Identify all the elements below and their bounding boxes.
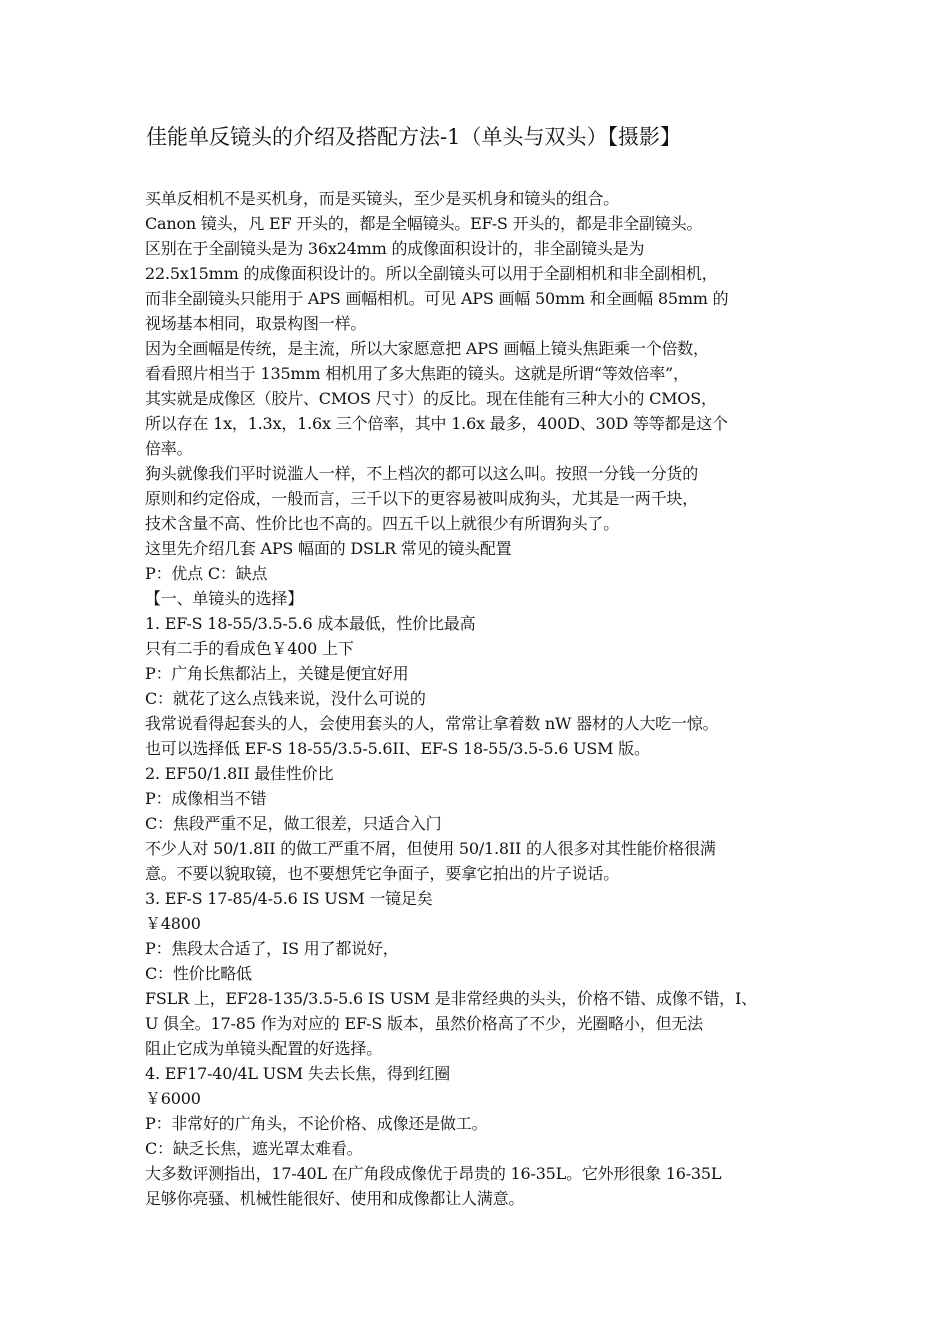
text-line: C：焦段严重不足，做工很差，只适合入门 <box>145 814 442 833</box>
text-line: 而非全副镜头只能用于 APS 画幅相机。可见 APS 画幅 50mm 和全画幅 85mm 的 <box>145 289 729 308</box>
text-line: 1. EF-S 18-55/3.5-5.6 成本最低，性价比最高 <box>145 614 476 633</box>
text-line: 视场基本相同，取景构图一样。 <box>145 314 367 333</box>
text-line: 意。不要以貌取镜，也不要想凭它争面子，要拿它拍出的片子说话。 <box>145 864 620 883</box>
text-line: C：就花了这么点钱来说，没什么可说的 <box>145 689 426 708</box>
text-line: 足够你亮骚、机械性能很好、使用和成像都让人满意。 <box>145 1189 525 1208</box>
document-body <box>145 186 817 1211</box>
text-line: P：焦段太合适了，IS 用了都说好， <box>145 939 399 958</box>
text-line: 阻止它成为单镜头配置的好选择。 <box>145 1039 383 1058</box>
text-line: 看看照片相当于 135mm 相机用了多大焦距的镜头。这就是所谓“等效倍率”， <box>145 364 689 383</box>
text-line: 只有二手的看成色￥400 上下 <box>145 639 354 658</box>
text-line: 倍率。 <box>145 439 193 458</box>
text-line: 所以存在 1x，1.3x，1.6x 三个倍率，其中 1.6x 最多，400D、30D 等等都是这个 <box>145 414 728 433</box>
text-line: 4. EF17-40/4L USM 失去长焦，得到红圈 <box>145 1064 451 1083</box>
text-line: P：成像相当不错 <box>145 789 267 808</box>
text-line: 狗头就像我们平时说滥人一样，不上档次的都可以这么叫。按照一分钱一分货的 <box>145 464 699 483</box>
text-line: P：优点 C：缺点 <box>145 564 268 583</box>
text-line: 买单反相机不是买机身，而是买镜头，至少是买机身和镜头的组合。 <box>145 189 620 208</box>
text-line: C：缺乏长焦，遮光罩太难看。 <box>145 1139 363 1158</box>
text-line: P：非常好的广角头，不论价格、成像还是做工。 <box>145 1114 488 1133</box>
text-line: 不少人对 50/1.8II 的做工严重不屑，但使用 50/1.8II 的人很多对其性能价格很满 <box>145 839 716 858</box>
text-line: 技术含量不高、性价比也不高的。四五千以上就很少有所谓狗头了。 <box>145 514 620 533</box>
text-line: 也可以选择低 EF-S 18-55/3.5-5.6II、EF-S 18-55/3.5-5.6 USM 版。 <box>145 739 650 758</box>
text-line: 我常说看得起套头的人，会使用套头的人，常常让拿着数 nW 器材的人大吃一惊。 <box>145 714 719 733</box>
text-line: ￥4800 <box>145 914 201 933</box>
document-title: 佳能单反镜头的介绍及搭配方法-1（单头与双头）【摄影】 <box>146 125 681 149</box>
text-line: 区别在于全副镜头是为 36x24mm 的成像面积设计的，非全副镜头是为 <box>145 239 645 258</box>
text-line: 其实就是成像区（胶片、CMOS 尺寸）的反比。现在佳能有三种大小的 CMOS， <box>145 389 717 408</box>
text-line: P：广角长焦都沾上，关键是便宜好用 <box>145 664 409 683</box>
text-line: U 俱全。17-85 作为对应的 EF-S 版本，虽然价格高了不少，光圈略小，但无法 <box>145 1014 703 1033</box>
text-line: Canon 镜头，凡 EF 开头的，都是全幅镜头。EF-S 开头的，都是非全副镜头。 <box>145 214 703 233</box>
text-line: 【一、单镜头的选择】 <box>145 589 304 608</box>
text-line: 因为全画幅是传统，是主流，所以大家愿意把 APS 画幅上镜头焦距乘一个倍数， <box>145 339 709 358</box>
text-line: FSLR 上，EF28-135/3.5-5.6 IS USM 是非常经典的头头，价格不错、成像不错，I、 <box>145 989 757 1008</box>
text-line: 大多数评测指出，17-40L 在广角段成像优于昂贵的 16-35L。它外形很象 16-35L <box>145 1164 722 1183</box>
text-line: 原则和约定俗成，一般而言，三千以下的更容易被叫成狗头，尤其是一两千块， <box>145 489 699 508</box>
text-line: 3. EF-S 17-85/4-5.6 IS USM 一镜足矣 <box>145 889 433 908</box>
text-line: 这里先介绍几套 APS 幅面的 DSLR 常见的镜头配置 <box>145 539 512 558</box>
text-line: ￥6000 <box>145 1089 201 1108</box>
text-line: 22.5x15mm 的成像面积设计的。所以全副镜头可以用于全副相机和非全副相机， <box>145 264 718 283</box>
text-line: 2. EF50/1.8II 最佳性价比 <box>145 764 334 783</box>
text-line: C：性价比略低 <box>145 964 252 983</box>
